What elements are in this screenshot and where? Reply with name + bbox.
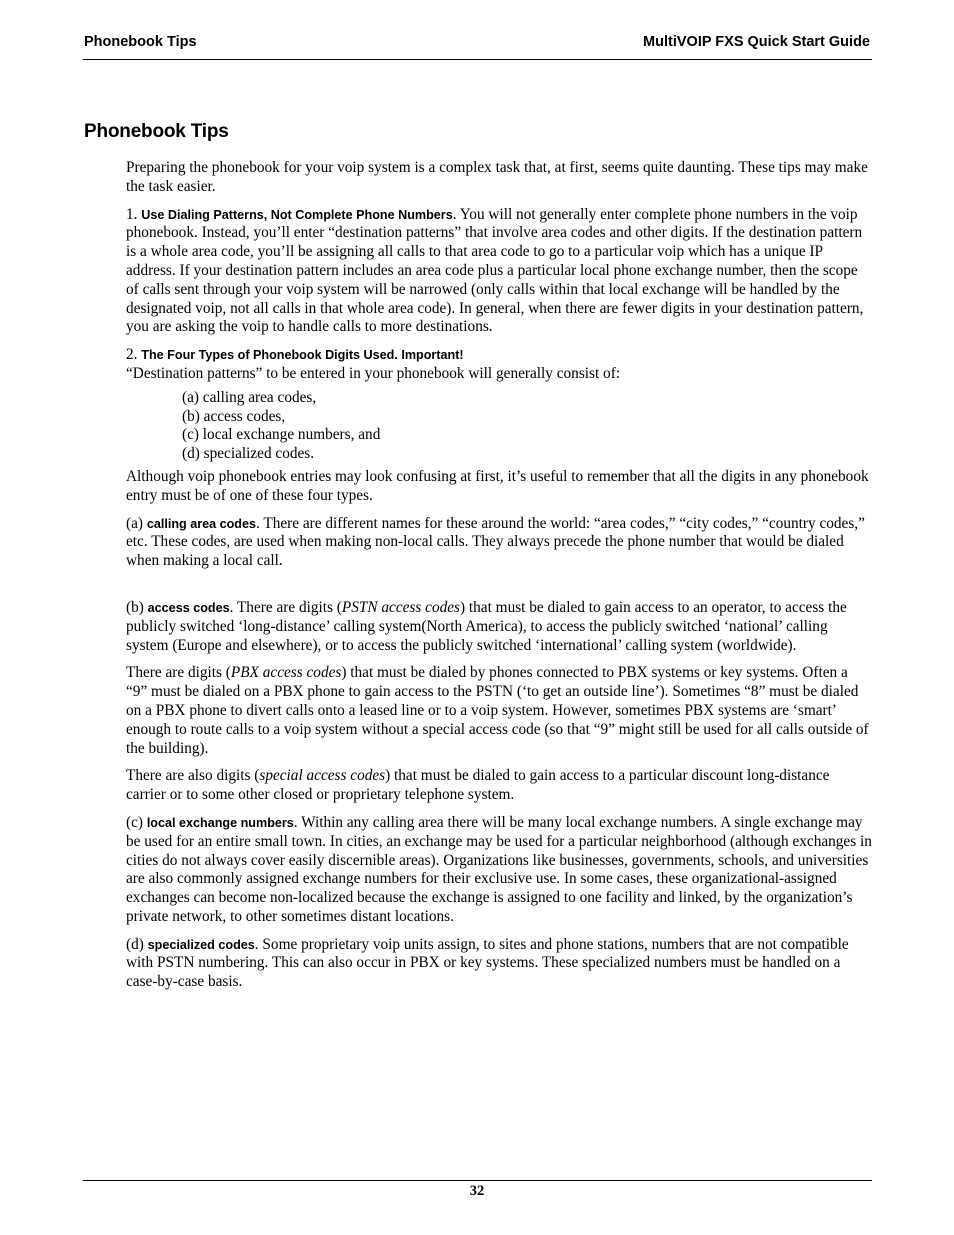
intro-paragraph: Preparing the phonebook for your voip system is a complex task that, at first, seems quite daunting. These tips may make the task easier.: [126, 159, 868, 195]
part-c-term: local exchange numbers: [146, 815, 294, 830]
section-title: Phonebook Tips: [84, 121, 229, 142]
part-b-italic-term: PSTN access codes: [341, 598, 460, 616]
footer-divider: [83, 1180, 872, 1181]
part-b-special-paragraph: [126, 767, 872, 805]
part-b-term: access codes: [147, 600, 230, 615]
tip-2-title: The Four Types of Phonebook Digits Used. Important!: [141, 348, 464, 363]
header-guide-title: MultiVOIP FXS Quick Start Guide: [643, 34, 870, 50]
pbx-italic-term: PBX access codes: [230, 664, 342, 682]
tip-2-after-paragraph: Although voip phonebook entries may look confusing at first, it’s useful to remember that all the digits in any phonebook entry must be of one of these four types.: [126, 467, 869, 504]
list-item: (b) access codes,: [182, 407, 286, 425]
pbx-text-after: ) that must be dialed by phones connected to PBX systems or key systems. Often a “9” must be dialed on a PBX phone to gain access to the PSTN (‘to get an outside line’). Sometimes “8” must be dialed on a PBX phone to divert calls onto a leased line or to a voip system. However, sometimes PBX systems are ‘smart’ enough to route calls to a voip system without a special access code (so that “9” might still be used for all calls outside of the building).: [126, 664, 869, 757]
part-c-paragraph: [126, 814, 872, 927]
part-a-paragraph: [126, 515, 872, 571]
document-body: [126, 159, 872, 1001]
tip-2-number: 2.: [126, 346, 142, 364]
list-item: (d) specialized codes.: [182, 445, 315, 463]
digit-types-list: [182, 389, 872, 464]
part-b-pbx-paragraph: [126, 664, 872, 758]
part-a-text: . There are different names for these around the world: “area codes,” “city codes,” “country codes,” etc. These codes, are used when making non-local calls. They always precede the phone number that would be dialed when making a local call.: [126, 514, 865, 570]
part-d-text: . Some proprietary voip units assign, to sites and phone stations, numbers that are not compatible with PSTN numbering. This can also occur in PBX or key systems. These specialized numbers must be handled on a case-by-case basis.: [126, 935, 849, 991]
special-text-before: There are also digits (: [126, 767, 260, 785]
header-section-name: Phonebook Tips: [84, 34, 197, 50]
page-header: [83, 33, 872, 60]
part-d-term: specialized codes: [147, 937, 255, 952]
part-d-prefix: (d): [126, 935, 148, 953]
part-a-term: calling area codes: [146, 516, 257, 531]
list-item: (c) local exchange numbers, and: [182, 426, 381, 444]
part-b-text-before: . There are digits (: [229, 598, 342, 616]
tip-2-heading: [126, 346, 872, 365]
pbx-text-before: There are digits (: [126, 664, 231, 682]
part-c-text: . Within any calling area there will be many local exchange numbers. A single exchange may be used for an entire small town. In cities, an exchange may be used for a particular neighborhood (although exchanges in cities do not always cover easily discernible areas). Organizations like businesses, governments, schools, and universities are also commonly assigned exchange numbers for their exclusive use. In some cases, these organizational-assigned exchanges can become non-localized because the exchange is assigned to one facility and linked, by the organization’s private network, to other sometimes distant locations.: [126, 813, 872, 925]
page-number: 32: [469, 1183, 485, 1199]
tip-1-paragraph: [126, 206, 872, 338]
tip-1-title: Use Dialing Patterns, Not Complete Phone Numbers: [141, 207, 453, 222]
part-b-paragraph: [126, 599, 872, 655]
part-b-prefix: (b): [126, 598, 148, 616]
special-text-after: ) that must be dialed to gain access to a particular discount long-distance carrier or to some other closed or proprietary telephone system.: [126, 767, 830, 804]
special-italic-term: special access codes: [259, 767, 386, 785]
list-item: (a) calling area codes,: [182, 388, 317, 406]
tip-1-text: . You will not generally enter complete phone numbers in the voip phonebook. Instead, you’ll enter “destination patterns” that involve area codes and other digits. If the destination pattern is a whole area code, you’ll be assigning all calls to that area code to go to a particular voip which has a unique IP address. If your destination pattern includes an area code plus a particular local phone exchange number, then the scope of calls sent through your voip system will be narrowed (only calls within that local exchange will be handled by the designated voip, not all calls in that whole area code). In general, when there are fewer digits in your destination pattern, you are asking the voip to handle calls to more destinations.: [126, 205, 864, 336]
part-c-prefix: (c): [126, 813, 147, 831]
spacer: [126, 580, 872, 599]
part-a-prefix: (a): [126, 514, 147, 532]
part-d-paragraph: [126, 936, 872, 992]
part-b-text-after: ) that must be dialed to gain access to an operator, to access the publicly switched ‘long-distance’ calling system(North America), to access the publicly switched ‘national’ calling system (Europe and elsewhere), or to access the publicly switched ‘international’ calling system (worldwide).: [126, 598, 847, 654]
tip-2-text: “Destination patterns” to be entered in your phonebook will generally consist of:: [126, 364, 621, 382]
tip-1-number: 1.: [126, 205, 142, 223]
